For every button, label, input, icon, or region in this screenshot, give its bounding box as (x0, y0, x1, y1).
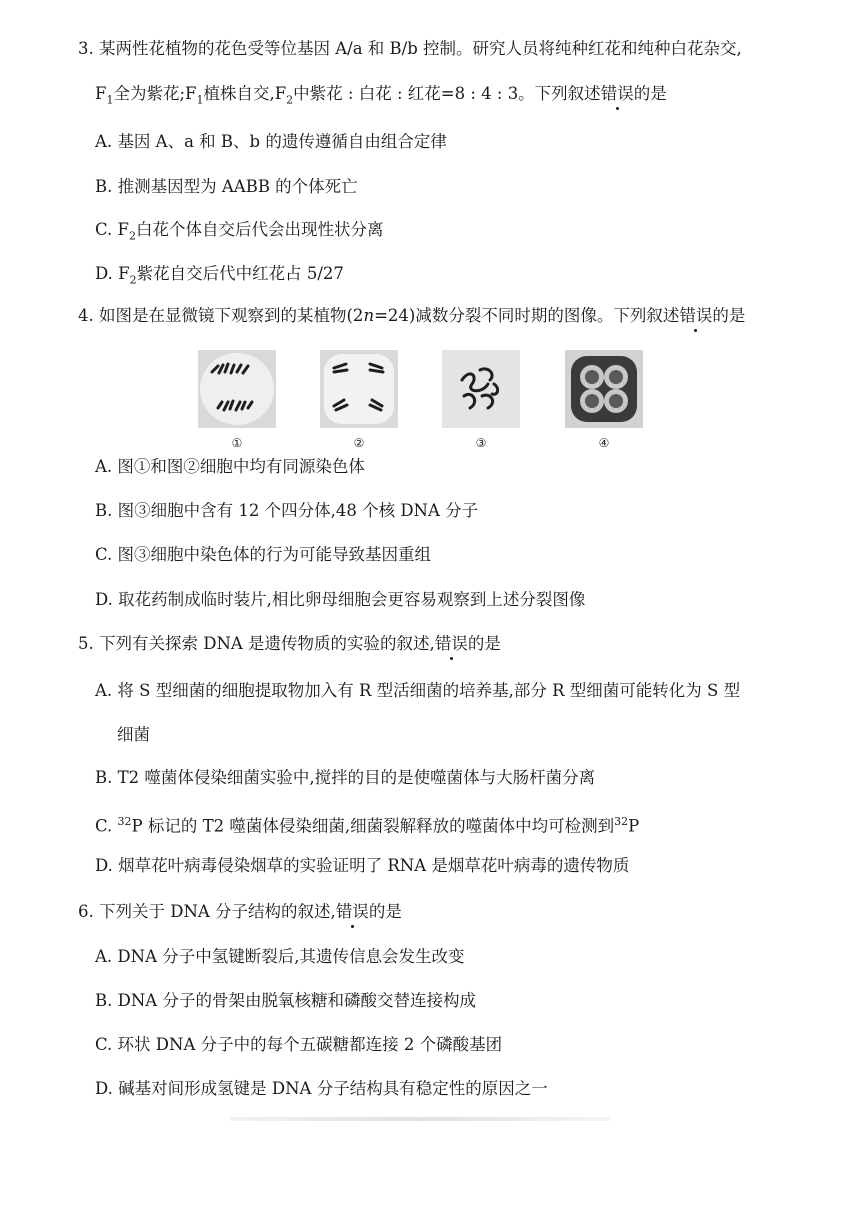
q4-stem: 4. 如图是在显微镜下观察到的某植物(2n=24)减数分裂不同时期的图像。下列叙述错误的是 (78, 306, 746, 325)
q3-option-b: B. 推测基因型为 AABB 的个体死亡 (95, 177, 358, 196)
q4-emphasis: 错误 (679, 306, 713, 325)
q5-stem: 5. 下列有关探索 DNA 是遗传物质的实验的叙述,错误的是 (78, 634, 501, 653)
micrograph-1 (198, 350, 276, 428)
q3-stem-line1: 3. 某两性花植物的花色受等位基因 A/a 和 B/b 控制。研究人员将纯种红花和纯种白花杂交, (78, 39, 742, 58)
figure-label-3: ③ (475, 436, 487, 450)
figure-label-1: ① (231, 436, 243, 450)
q3-option-d: D. $F_2$紫花自交后代中红花占 5/27 (95, 264, 344, 287)
q5-option-b: B. T2 噬菌体侵染细菌实验中,搅拌的目的是使噬菌体与大肠杆菌分离 (95, 768, 596, 787)
q5-option-a-line1: A. 将 S 型细菌的细胞提取物加入有 R 型活细菌的培养基,部分 R 型细菌可能转化为 S 型 (95, 681, 741, 700)
q3-option-a: A. 基因 A、a 和 B、b 的遗传遵循自由组合定律 (95, 132, 447, 151)
q3-option-c: C. $F_2$白花个体自交后代会出现性状分离 (95, 220, 384, 243)
micrograph-3 (442, 350, 520, 428)
q6-option-a: A. DNA 分子中氢键断裂后,其遗传信息会发生改变 (95, 947, 465, 966)
q6-option-b: B. DNA 分子的骨架由脱氧核糖和磷酸交替连接构成 (95, 991, 476, 1010)
micrograph-2 (320, 350, 398, 428)
figure-label-2: ② (353, 436, 365, 450)
q6-option-d: D. 碱基对间形成氢键是 DNA 分子结构具有稳定性的原因之一 (95, 1079, 548, 1098)
q4-option-d: D. 取花药制成临时装片,相比卵母细胞会更容易观察到上述分裂图像 (95, 590, 586, 609)
q3-emphasis: 错误 (600, 84, 634, 103)
scan-artifact (230, 1117, 610, 1121)
q4-option-c: C. 图③细胞中染色体的行为可能导致基因重组 (95, 545, 432, 564)
figure-label-4: ④ (598, 436, 610, 450)
q5-option-c: C. $^{32}$P 标记的 T2 噬菌体侵染细菌,细菌裂解释放的噬菌体中均可检测到$^{32}$P (95, 815, 640, 836)
q4-option-b: B. 图③细胞中含有 12 个四分体,48 个核 DNA 分子 (95, 501, 479, 520)
q5-option-d: D. 烟草花叶病毒侵染烟草的实验证明了 RNA 是烟草花叶病毒的遗传物质 (95, 856, 630, 875)
q4-option-a: A. 图①和图②细胞中均有同源染色体 (95, 457, 365, 476)
q6-option-c: C. 环状 DNA 分子中的每个五碳糖都连接 2 个磷酸基团 (95, 1035, 503, 1054)
q5-option-a-line2: 细菌 (117, 725, 150, 744)
q5-emphasis: 错误 (434, 634, 468, 653)
q3-stem-line2: $F_1$全为紫花$;F_1$植株自交$,F_2$中紫花 : 白花 : 红花=8 : 4 : 3。下列叙述错误的是 (95, 84, 667, 107)
q6-stem: 6. 下列关于 DNA 分子结构的叙述,错误的是 (78, 902, 402, 921)
q6-emphasis: 错误 (335, 902, 369, 921)
meiosis-figure-row (198, 350, 643, 450)
micrograph-4 (565, 350, 643, 428)
